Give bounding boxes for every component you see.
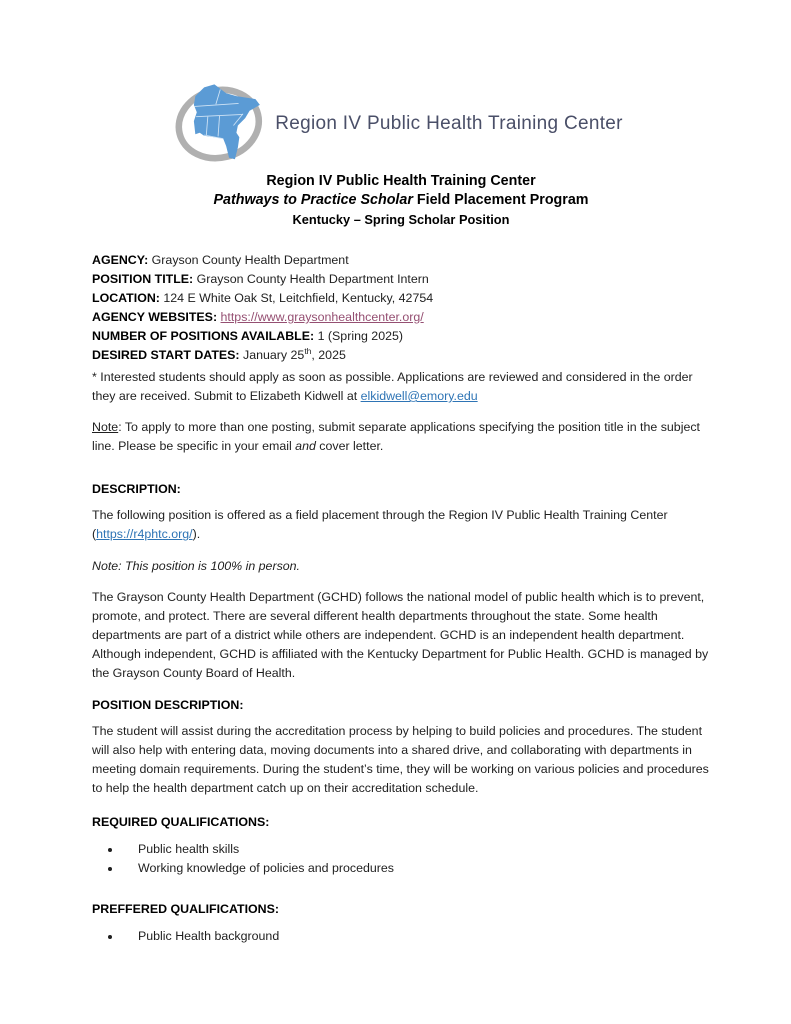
list-item: • Public Health background — [122, 927, 710, 946]
detail-start-dates: DESIRED START DATES: January 25th, 2025 — [92, 345, 346, 362]
position-description-body: The student will assist during the accreditation process by helping to build policies and procedures. The student will also help with entering data, moving documents into a shared drive, and collaborating with departments in meeting domain requirements. During the student’s time, they will be working on various policies and procedures to help the health department catch up on their accreditation schedule. — [92, 723, 709, 795]
detail-position-title: POSITION TITLE: Grayson County Health Department Intern — [92, 272, 429, 286]
multiple-posting-note: Note: To apply to more than one posting, submit separate applications specifying the position title in the subject line. Please be specific in your email and cover letter. — [92, 420, 700, 454]
heading-program-name: Pathways to Practice Scholar Field Placement Program — [213, 192, 589, 208]
required-qualifications-heading: REQUIRED QUALIFICATIONS: — [92, 814, 270, 829]
description-intro: The following position is offered as a field placement through the Region IV Public Health Training Center (https://r4phtc.org/). — [92, 508, 668, 542]
detail-positions-available: NUMBER OF POSITIONS AVAILABLE: 1 (Spring 2025) — [92, 329, 403, 343]
position-description-heading: POSITION DESCRIPTION: — [92, 697, 244, 712]
heading-position-subtitle: Kentucky – Spring Scholar Position — [292, 212, 510, 227]
apply-instructions: * Interested students should apply as soon as possible. Applications are reviewed and considered in the order they are received. Submit to Elizabeth Kidwell at elkidwell@emory.edu — [92, 370, 693, 403]
org-logo-text: Region IV Public Health Training Center — [275, 113, 623, 134]
preferred-qualifications-heading: PREFFERED QUALIFICATIONS: — [92, 901, 280, 916]
detail-agency: AGENCY: Grayson County Health Department — [92, 253, 349, 267]
detail-agency-websites: AGENCY WEBSITES: https://www.graysonhealthcenter.org/ — [92, 310, 424, 324]
in-person-note: Note: This position is 100% in person. — [92, 558, 300, 573]
document-heading — [92, 172, 710, 229]
application-email-link[interactable]: elkidwell@emory.edu — [360, 389, 478, 403]
list-item: • Public health skills — [122, 840, 710, 859]
description-body: The Grayson County Health Department (GCHD) follows the national model of public health which is to prevent, promote, and protect. There are several different health departments throughout the state. Some health departments are part of a district while others are independent. GCHD is an independent health department. Although independent, GCHD is affiliated with the Kentucky Department for Public Health. GCHD is managed by the Grayson County Board of Health. — [92, 590, 709, 681]
r4phtc-link[interactable]: https://r4phtc.org/ — [96, 527, 193, 542]
org-logo — [86, 80, 710, 168]
detail-location: LOCATION: 124 E White Oak St, Leitchfield, Kentucky, 42754 — [92, 291, 434, 305]
required-qualifications-list — [92, 840, 710, 878]
agency-details — [92, 251, 710, 365]
description-heading: DESCRIPTION: — [92, 482, 181, 497]
list-item: • Working knowledge of policies and procedures — [122, 859, 710, 878]
region-iv-map-icon — [173, 80, 269, 168]
preferred-qualifications-list — [92, 927, 710, 946]
agency-website-link[interactable]: https://www.graysonhealthcenter.org/ — [220, 310, 424, 324]
heading-org-name: Region IV Public Health Training Center — [266, 173, 536, 189]
